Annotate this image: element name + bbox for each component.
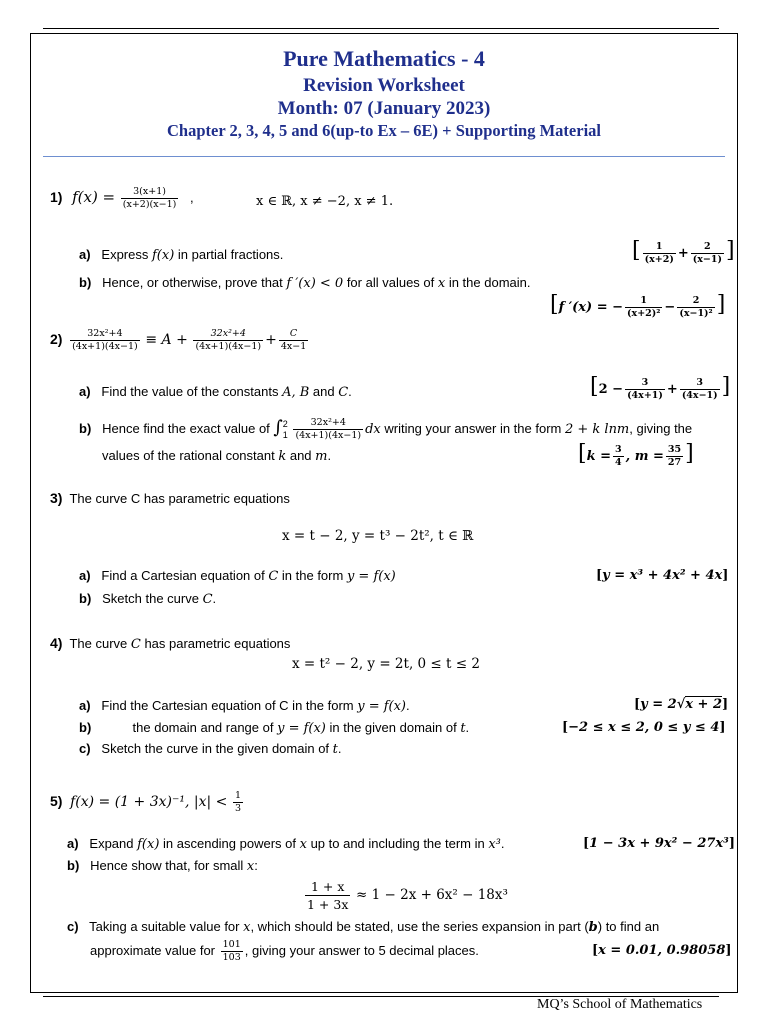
q2-b-answer: [k = $\frac{3}{4}$ , m = $\frac{35}{27}$ ] (578, 441, 694, 468)
footer-school-name: MQ’s School of Mathematics (537, 997, 703, 1012)
q5-a-answer: [1 − 3x + 9x² − 27x³] (583, 836, 736, 851)
q4-equation: x = t² − 2, y = 2t, 0 ≤ t ≤ 2 (292, 656, 480, 672)
q3-a-answer: [y = x³ + 4x² + 4x] (596, 568, 729, 583)
q1-part-b: b) Hence, or otherwise, prove that f ′(x) < 0 for all values of x in the domain. (79, 275, 531, 291)
worksheet-subtitle: Revision Worksheet (303, 75, 465, 96)
q1-b-answer: [f ′(x) = − $\frac{1}{\text{(x+2)²}}$ − $\frac{2}{\text{(x−1)²}}$ ] (550, 292, 726, 319)
q2-part-b: b) Hence find the exact value of ∫ 2 1 $\frac{\text{32x²+4}}{(4x+1)(4x-1)}$ dx writing your answer in the form 2 + k lnm, giving the (79, 417, 693, 442)
q2-part-b-line2: values of the rational constant k and m. (102, 448, 332, 464)
question-3: 3) The curve C has parametric equations (50, 490, 290, 506)
worksheet-month: Month: 07 (January 2023) (277, 98, 491, 119)
top-rule (43, 28, 719, 29)
question-1: 1) f(x) = $\frac{3(x+1)}{(x+2)(x-1)}$ , (50, 186, 194, 210)
q5-part-b: b) Hence show that, for small x: (67, 858, 258, 874)
q5-part-a: a) Expand f(x) in ascending powers of x up to and including the term in x³. (67, 836, 505, 852)
function-fraction: $\frac{3(x+1)}{(x+2)(x-1)}$ (122, 186, 177, 210)
q4-part-c: c) Sketch the curve in the given domain of t. (79, 741, 342, 757)
q2-part-a: a) Find the value of the constants A, B and C. (79, 384, 352, 400)
q1-a-answer: [ $\frac{1}{(x+2)}$ + $\frac{2}{(x-1)}$ ] (632, 238, 735, 265)
q3-equation: x = t − 2, y = t³ − 2t², t ∈ ℝ (282, 528, 474, 544)
q4-b-answer: [−2 ≤ x ≤ 2, 0 ≤ y ≤ 4] (562, 720, 726, 735)
q1-part-a: a) Express f(x) in partial fractions. (79, 247, 284, 263)
q2-a-answer: [2 − $\frac{3}{(4x+1)}$ + $\frac{3}{(4x-1)}$ ] (590, 374, 731, 401)
q5-part-c: c) Taking a suitable value for x, which should be stated, use the series expansion in part (b) to find an (67, 919, 660, 935)
q5-c-answer: [x = 0.01, 0.98058] (592, 943, 732, 958)
header-divider (43, 156, 725, 157)
worksheet-title: Pure Mathematics - 4 (283, 46, 485, 71)
q5-b-expression: $\frac{1 + x}{1 + 3x}$ ≈ 1 − 2x + 6x² − 18x³ (307, 879, 508, 913)
question-1-domain: x ∈ ℝ, x ≠ −2, x ≠ 1. (256, 194, 394, 209)
q4-a-answer: [y = 2√x + 2] (634, 697, 729, 712)
question-5: 5) f(x) = (1 + 3x)⁻¹, |x| < $\frac{1}{3}$ (50, 790, 242, 815)
question-4: 4) The curve C has parametric equations (50, 635, 291, 652)
q3-part-a: a) Find a Cartesian equation of C in the form y = f(x) (79, 568, 396, 584)
question-2: 2) $\frac{\text{32x²+4}}{(4x+1)(4x-1)}$ ≡ A + $\frac{\text{32x²+4}}{(4x+1)(4x-1)}$ + $\frac{C}{4x-1}$ (50, 328, 307, 352)
worksheet-chapters: Chapter 2, 3, 4, 5 and 6(up-to Ex – 6E) + Supporting Material (166, 121, 601, 140)
q3-part-b: b) Sketch the curve C. (79, 591, 217, 607)
function-label: f(x) = (72, 187, 116, 206)
q4-part-a: a) Find the Cartesian equation of C in the form y = f(x). (79, 698, 410, 714)
q5-part-c-line2: approximate value for $\frac{101}{103}$ , giving your answer to 5 decimal places. (90, 939, 479, 964)
q4-part-b: b) the domain and range of y = f(x) in the given domain of t. (79, 720, 470, 736)
question-number: 1) (50, 188, 63, 205)
